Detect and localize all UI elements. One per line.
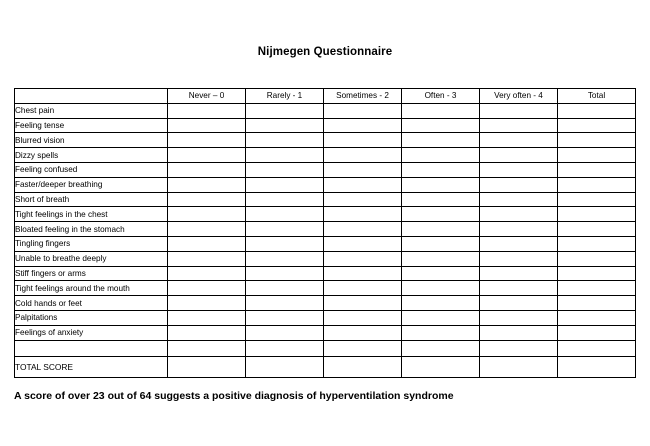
- cell-often[interactable]: [402, 148, 480, 163]
- cell-total[interactable]: [558, 266, 636, 281]
- cell-sometimes[interactable]: [324, 192, 402, 207]
- header-rarely: Rarely - 1: [246, 89, 324, 104]
- cell-sometimes[interactable]: [324, 281, 402, 296]
- cell-often[interactable]: [402, 236, 480, 251]
- cell-total[interactable]: [558, 222, 636, 237]
- cell-very-often[interactable]: [480, 162, 558, 177]
- table-row: [15, 310, 636, 325]
- row-label-stiff-fingers-or-arms: Stiff fingers or arms: [15, 266, 168, 281]
- cell-total[interactable]: [558, 251, 636, 266]
- cell-sometimes[interactable]: [324, 103, 402, 118]
- cell-total[interactable]: [558, 133, 636, 148]
- row-label-dizzy-spells: Dizzy spells: [15, 148, 168, 163]
- cell-total[interactable]: [558, 236, 636, 251]
- spacer-cell-total: [558, 340, 636, 356]
- cell-often[interactable]: [402, 133, 480, 148]
- row-label-feeling-tense: Feeling tense: [15, 118, 168, 133]
- table-row: [15, 251, 636, 266]
- score-interpretation-note: A score of over 23 out of 64 suggests a positive diagnosis of hyperventilation syndrome: [14, 390, 454, 402]
- table-row: [15, 177, 636, 192]
- cell-rarely[interactable]: [246, 103, 324, 118]
- cell-rarely[interactable]: [246, 207, 324, 222]
- row-label-cold-hands-or-feet: Cold hands or feet: [15, 296, 168, 311]
- cell-sometimes[interactable]: [324, 236, 402, 251]
- spacer-cell-rarely: [246, 340, 324, 356]
- cell-very-often[interactable]: [480, 310, 558, 325]
- cell-total[interactable]: [558, 207, 636, 222]
- cell-sometimes[interactable]: [324, 325, 402, 340]
- table-row: [15, 296, 636, 311]
- total-cell-very-often: [480, 356, 558, 377]
- table-row: [15, 133, 636, 148]
- cell-never[interactable]: [168, 207, 246, 222]
- row-label-blurred-vision: Blurred vision: [15, 133, 168, 148]
- cell-very-often[interactable]: [480, 236, 558, 251]
- spacer-cell-often: [402, 340, 480, 356]
- cell-rarely[interactable]: [246, 162, 324, 177]
- header-total: Total: [558, 89, 636, 104]
- cell-total[interactable]: [558, 296, 636, 311]
- cell-never[interactable]: [168, 222, 246, 237]
- cell-never[interactable]: [168, 296, 246, 311]
- cell-sometimes[interactable]: [324, 148, 402, 163]
- cell-sometimes[interactable]: [324, 251, 402, 266]
- row-label-tight-feelings-around-the-mouth: Tight feelings around the mouth: [15, 281, 168, 296]
- cell-very-often[interactable]: [480, 281, 558, 296]
- cell-never[interactable]: [168, 177, 246, 192]
- row-label-feelings-of-anxiety: Feelings of anxiety: [15, 325, 168, 340]
- row-label-tingling-fingers: Tingling fingers: [15, 236, 168, 251]
- cell-never[interactable]: [168, 281, 246, 296]
- cell-total[interactable]: [558, 162, 636, 177]
- cell-total[interactable]: [558, 148, 636, 163]
- cell-often[interactable]: [402, 118, 480, 133]
- table-row: [15, 236, 636, 251]
- cell-rarely[interactable]: [246, 192, 324, 207]
- table-row: [15, 192, 636, 207]
- cell-often[interactable]: [402, 266, 480, 281]
- cell-rarely[interactable]: [246, 177, 324, 192]
- cell-very-often[interactable]: [480, 207, 558, 222]
- cell-sometimes[interactable]: [324, 118, 402, 133]
- cell-often[interactable]: [402, 310, 480, 325]
- table-row: [15, 162, 636, 177]
- cell-rarely[interactable]: [246, 310, 324, 325]
- cell-never[interactable]: [168, 266, 246, 281]
- cell-never[interactable]: [168, 103, 246, 118]
- cell-often[interactable]: [402, 177, 480, 192]
- header-symptom-column: [15, 89, 168, 104]
- header-often: Often - 3: [402, 89, 480, 104]
- cell-often[interactable]: [402, 251, 480, 266]
- cell-very-often[interactable]: [480, 118, 558, 133]
- cell-total[interactable]: [558, 310, 636, 325]
- row-label-tight-feelings-in-the-chest: Tight feelings in the chest: [15, 207, 168, 222]
- cell-very-often[interactable]: [480, 266, 558, 281]
- cell-sometimes[interactable]: [324, 162, 402, 177]
- cell-sometimes[interactable]: [324, 296, 402, 311]
- total-cell-never: [168, 356, 246, 377]
- total-cell-rarely: [246, 356, 324, 377]
- cell-never[interactable]: [168, 192, 246, 207]
- cell-sometimes[interactable]: [324, 310, 402, 325]
- row-label-faster-deeper-breathing: Faster/deeper breathing: [15, 177, 168, 192]
- cell-very-often[interactable]: [480, 133, 558, 148]
- cell-often[interactable]: [402, 192, 480, 207]
- table-row: [15, 222, 636, 237]
- cell-rarely[interactable]: [246, 296, 324, 311]
- spacer-cell-very-often: [480, 340, 558, 356]
- cell-sometimes[interactable]: [324, 266, 402, 281]
- cell-total[interactable]: [558, 325, 636, 340]
- cell-often[interactable]: [402, 296, 480, 311]
- spacer-cell-sometimes: [324, 340, 402, 356]
- cell-often[interactable]: [402, 162, 480, 177]
- cell-never[interactable]: [168, 251, 246, 266]
- row-label-unable-to-breathe-deeply: Unable to breathe deeply: [15, 251, 168, 266]
- cell-total[interactable]: [558, 103, 636, 118]
- cell-rarely[interactable]: [246, 236, 324, 251]
- cell-rarely[interactable]: [246, 148, 324, 163]
- cell-very-often[interactable]: [480, 296, 558, 311]
- total-cell-often: [402, 356, 480, 377]
- table-row: [15, 266, 636, 281]
- total-cell-total[interactable]: [558, 356, 636, 377]
- total-score-row: [15, 356, 636, 377]
- cell-rarely[interactable]: [246, 133, 324, 148]
- cell-rarely[interactable]: [246, 281, 324, 296]
- cell-often[interactable]: [402, 222, 480, 237]
- cell-often[interactable]: [402, 207, 480, 222]
- cell-total[interactable]: [558, 118, 636, 133]
- cell-very-often[interactable]: [480, 251, 558, 266]
- row-label-bloated-feeling-in-the-stomach: Bloated feeling in the stomach: [15, 222, 168, 237]
- cell-never[interactable]: [168, 162, 246, 177]
- cell-never[interactable]: [168, 118, 246, 133]
- cell-very-often[interactable]: [480, 192, 558, 207]
- header-very-often: Very often - 4: [480, 89, 558, 104]
- cell-very-often[interactable]: [480, 222, 558, 237]
- table-header-row: [15, 89, 636, 104]
- cell-sometimes[interactable]: [324, 177, 402, 192]
- spacer-cell-label: [15, 340, 168, 356]
- cell-rarely[interactable]: [246, 266, 324, 281]
- row-label-feeling-confused: Feeling confused: [15, 162, 168, 177]
- page-title: Nijmegen Questionnaire: [257, 46, 393, 58]
- header-sometimes: Sometimes - 2: [324, 89, 402, 104]
- cell-very-often[interactable]: [480, 177, 558, 192]
- cell-never[interactable]: [168, 133, 246, 148]
- cell-often[interactable]: [402, 281, 480, 296]
- row-label-chest-pain: Chest pain: [15, 103, 168, 118]
- cell-never[interactable]: [168, 236, 246, 251]
- spacer-cell-never: [168, 340, 246, 356]
- cell-total[interactable]: [558, 177, 636, 192]
- cell-very-often[interactable]: [480, 103, 558, 118]
- table-row: [15, 325, 636, 340]
- total-score-label: TOTAL SCORE: [15, 356, 168, 377]
- table-row: [15, 118, 636, 133]
- table-row: [15, 281, 636, 296]
- cell-often[interactable]: [402, 103, 480, 118]
- cell-sometimes[interactable]: [324, 222, 402, 237]
- total-cell-sometimes: [324, 356, 402, 377]
- row-label-palpitations: Palpitations: [15, 310, 168, 325]
- cell-often[interactable]: [402, 325, 480, 340]
- cell-very-often[interactable]: [480, 148, 558, 163]
- cell-rarely[interactable]: [246, 118, 324, 133]
- nijmegen-questionnaire-table: [14, 88, 636, 378]
- table-row: [15, 207, 636, 222]
- table-spacer-row: [15, 340, 636, 356]
- header-never: Never – 0: [168, 89, 246, 104]
- cell-never[interactable]: [168, 148, 246, 163]
- cell-sometimes[interactable]: [324, 207, 402, 222]
- cell-never[interactable]: [168, 310, 246, 325]
- table-row: [15, 148, 636, 163]
- row-label-short-of-breath: Short of breath: [15, 192, 168, 207]
- cell-total[interactable]: [558, 281, 636, 296]
- cell-rarely[interactable]: [246, 325, 324, 340]
- cell-rarely[interactable]: [246, 222, 324, 237]
- cell-total[interactable]: [558, 192, 636, 207]
- table-row: [15, 103, 636, 118]
- cell-sometimes[interactable]: [324, 133, 402, 148]
- cell-rarely[interactable]: [246, 251, 324, 266]
- cell-very-often[interactable]: [480, 325, 558, 340]
- cell-never[interactable]: [168, 325, 246, 340]
